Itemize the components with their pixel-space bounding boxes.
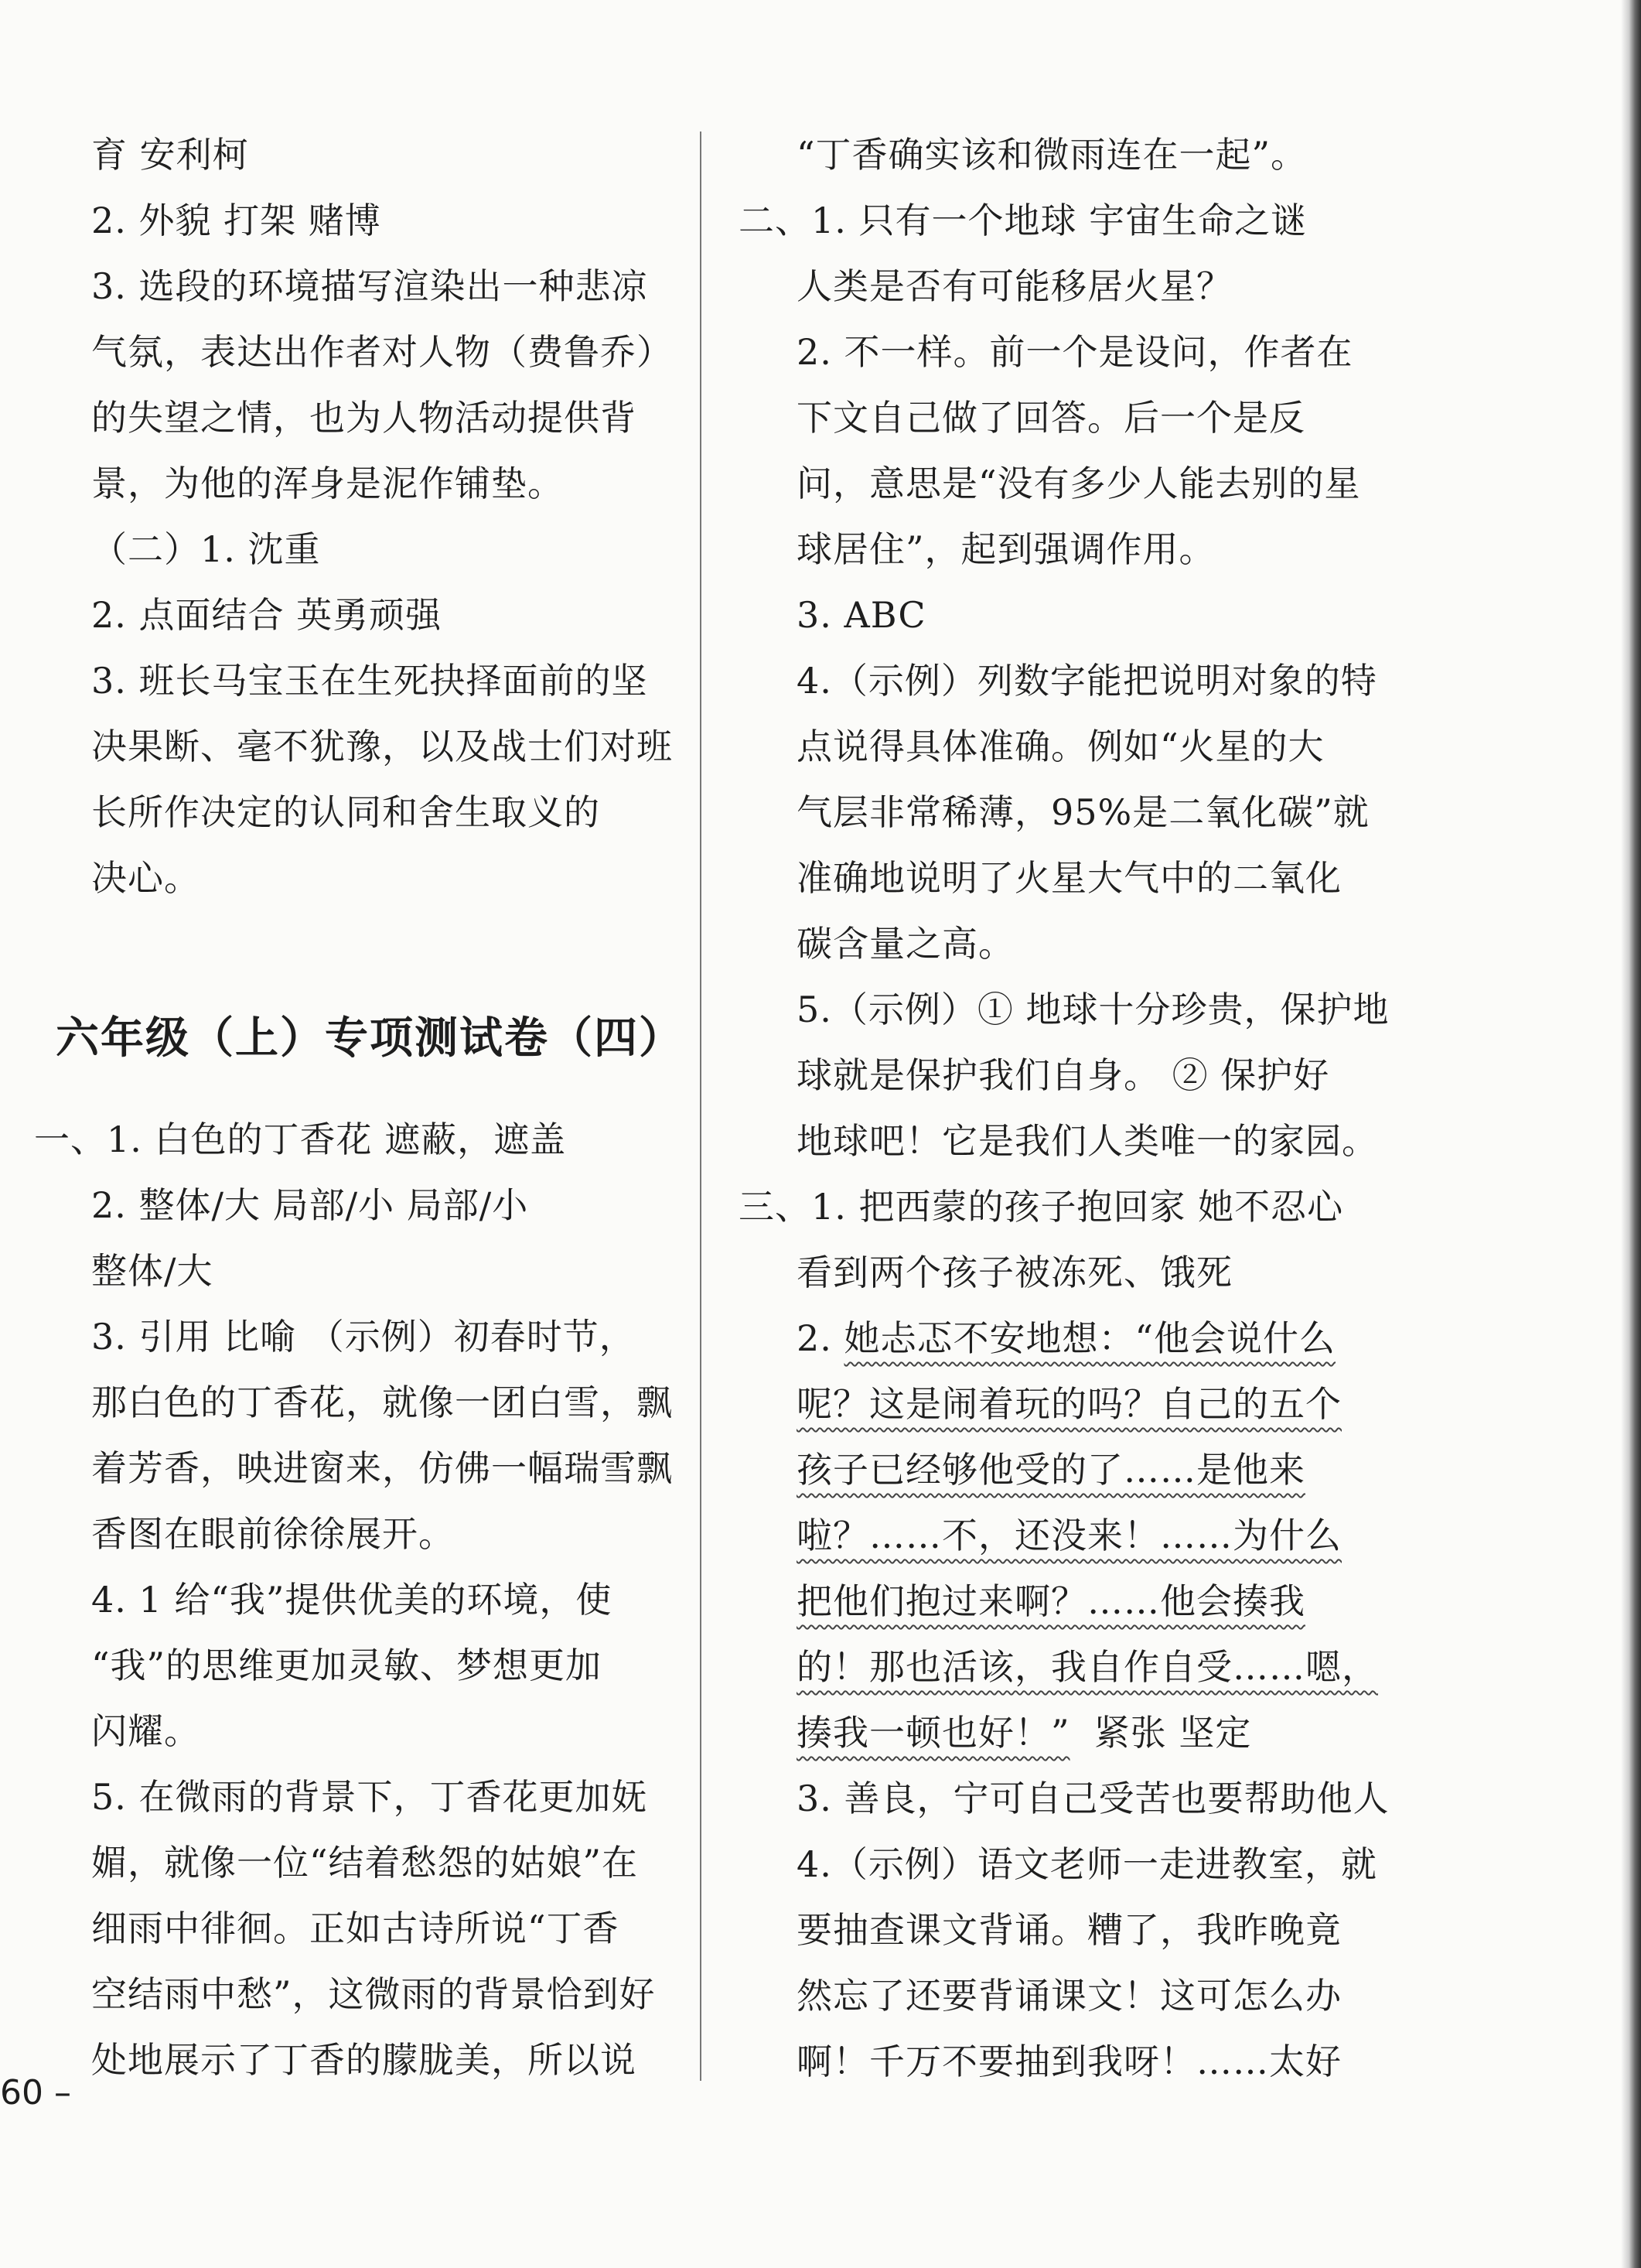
answer-line: 闪耀。 bbox=[91, 1710, 200, 1752]
underlined-quote: 把他们抱过来啊？……他会揍我 bbox=[797, 1580, 1305, 1622]
answer-line: 球居住”，起到强调作用。 bbox=[797, 528, 1216, 570]
answer-line: “丁香确实该和微雨连在一起”。 bbox=[797, 134, 1308, 176]
answer-line: 5. 在微雨的背景下，丁香花更加妩 bbox=[91, 1776, 648, 1818]
underlined-quote: 啦？……不，还没来！……为什么 bbox=[797, 1515, 1342, 1556]
column-divider bbox=[700, 132, 701, 2081]
answer-line: 问，意思是“没有多少人能去别的星 bbox=[797, 463, 1361, 504]
answer-line: 3. 选段的环境描写渲染出一种悲凉 bbox=[91, 265, 648, 307]
answer-line: 二、1. 只有一个地球 宇宙生命之谜 bbox=[739, 200, 1308, 241]
answer-line: 5.（示例）① 地球十分珍贵，保护地 bbox=[797, 989, 1390, 1030]
underlined-quote: 的！那也活该，我自作自受……嗯， bbox=[797, 1646, 1378, 1688]
answer-line: 3. 善良，宁可自己受苦也要帮助他人 bbox=[797, 1778, 1390, 1819]
answer-line: “我”的思维更加灵敏、梦想更加 bbox=[91, 1645, 602, 1686]
answer-line: 气层非常稀薄，95%是二氧化碳”就 bbox=[797, 791, 1370, 833]
answer-line: 2. 点面结合 英勇顽强 bbox=[91, 594, 442, 636]
answer-line: （二）1. 沈重 bbox=[91, 528, 321, 570]
answer-line: 碳含量之高。 bbox=[797, 923, 1015, 965]
answer-line: 要抽查课文背诵。糟了，我昨晚竟 bbox=[797, 1909, 1342, 1951]
answer-line bbox=[797, 1317, 1336, 1359]
page-edge-shadow bbox=[1621, 0, 1641, 2268]
answer-line: 媚，就像一位“结着愁怨的姑娘”在 bbox=[91, 1842, 639, 1884]
question-number: 2. bbox=[797, 1317, 844, 1359]
answer-line: 2. 外貌 打架 赌博 bbox=[91, 200, 381, 241]
underlined-quote: 她忐忑不安地想：“他会说什么 bbox=[844, 1317, 1336, 1359]
answer-line: 4. 1 给“我”提供优美的环境，使 bbox=[91, 1579, 612, 1621]
answer-line: 人类是否有可能移居火星？ bbox=[797, 265, 1233, 307]
answer-line: 点说得具体准确。例如“火星的大 bbox=[797, 726, 1325, 767]
answer-line: 2. 不一样。前一个是设问，作者在 bbox=[797, 331, 1353, 373]
answer-line: 球就是保护我们自身。 ② 保护好 bbox=[797, 1054, 1330, 1096]
answer-line: 香图在眼前徐徐展开。 bbox=[91, 1513, 455, 1555]
section-title: 六年级（上）专项测试卷（四） bbox=[56, 1013, 684, 1064]
answer-line bbox=[797, 1712, 1252, 1754]
answer-line: 3. 引用 比喻 （示例）初春时节， bbox=[91, 1316, 636, 1358]
answer-line: 空结雨中愁”，这微雨的背景恰到好 bbox=[91, 1973, 656, 2015]
answer-line: 看到两个孩子被冻死、饿死 bbox=[797, 1252, 1233, 1293]
answer-line: 4.（示例）列数字能把说明对象的特 bbox=[797, 660, 1377, 702]
answer-line: 决心。 bbox=[91, 857, 200, 899]
answer-line: 准确地说明了火星大气中的二氧化 bbox=[797, 857, 1342, 899]
answer-line: 处地展示了丁香的朦胧美，所以说 bbox=[91, 2039, 636, 2081]
answer-line: 下文自己做了回答。后一个是反 bbox=[797, 397, 1305, 439]
answer-line: 细雨中徘徊。正如古诗所说“丁香 bbox=[91, 1908, 619, 1949]
answer-line: 4.（示例）语文老师一走进教室，就 bbox=[797, 1843, 1377, 1885]
underlined-quote: 揍我一顿也好！” bbox=[797, 1712, 1070, 1754]
answer-line: 决果断、毫不犹豫，以及战士们对班 bbox=[91, 726, 673, 767]
answer-line: 景，为他的浑身是泥作铺垫。 bbox=[91, 463, 564, 504]
answer-line: 一、1. 白色的丁香花 遮蔽，遮盖 bbox=[34, 1119, 567, 1160]
answer-line: 整体/大 bbox=[91, 1250, 213, 1292]
underlined-quote: 呢？这是闹着玩的吗？自己的五个 bbox=[797, 1383, 1342, 1425]
answer-line: 三、1. 把西蒙的孩子抱回家 她不忍心 bbox=[739, 1186, 1344, 1228]
answer-line: 啊！千万不要抽到我呀！……太好 bbox=[797, 2041, 1342, 2082]
answer-line: 育 安利柯 bbox=[91, 134, 249, 176]
answer-line: 然忘了还要背诵课文！这可怎么办 bbox=[797, 1975, 1342, 2017]
answer-line: 长所作决定的认同和舍生取义的 bbox=[91, 791, 600, 833]
answer-line: 3. ABC bbox=[797, 594, 926, 636]
underlined-quote: 孩子已经够他受的了……是他来 bbox=[797, 1449, 1305, 1491]
answer-line: 着芳香，映进窗来，仿佛一幅瑞雪飘 bbox=[91, 1447, 673, 1489]
answer-line: 那白色的丁香花，就像一团白雪，飘 bbox=[91, 1382, 673, 1423]
answer-line: 的失望之情，也为人物活动提供背 bbox=[91, 397, 636, 439]
page-number: 60 – bbox=[0, 2073, 71, 2113]
answer-words: 紧张 坚定 bbox=[1093, 1712, 1252, 1754]
answer-line: 气氛，表达出作者对人物（费鲁乔） bbox=[91, 331, 673, 373]
answer-line: 2. 整体/大 局部/小 局部/小 bbox=[91, 1184, 529, 1226]
answer-line: 3. 班长马宝玉在生死抉择面前的坚 bbox=[91, 660, 648, 702]
answer-line: 地球吧！它是我们人类唯一的家园。 bbox=[797, 1120, 1378, 1162]
